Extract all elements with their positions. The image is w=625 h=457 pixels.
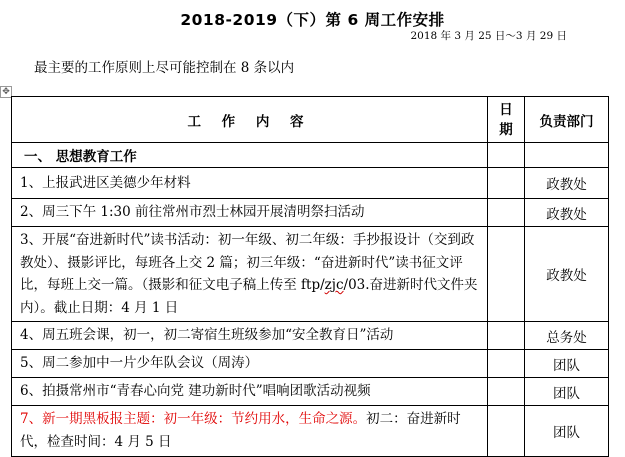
task-date	[488, 168, 525, 199]
move-handle-icon[interactable]: ✥	[0, 86, 12, 98]
section-row	[12, 143, 609, 168]
table-row	[12, 322, 609, 350]
task-text-part: /03.奋进新时代文件夹内）。截止日期：4 月 1 日	[20, 277, 478, 316]
task-text	[12, 406, 488, 457]
page-title: 2018-2019（下）第 6 周工作安排	[180, 11, 445, 29]
task-text-highlight: 7、新一期黑板报主题：初一年级：节约用水，生命之源。	[20, 411, 367, 427]
task-date	[488, 322, 525, 350]
task-dept: 团队	[525, 378, 609, 406]
task-date	[488, 199, 525, 227]
table-row	[12, 227, 609, 322]
task-dept: 政教处	[525, 168, 609, 199]
table-row	[12, 168, 609, 199]
header-date-line2: 期	[499, 121, 513, 138]
table-row	[12, 350, 609, 378]
task-text: 6、拍摄常州市“青春心向党 建功新时代”唱响团歌活动视频	[12, 378, 488, 406]
header-date	[488, 97, 525, 143]
task-text-part: 3、开展“奋进新时代”读书活动：初一年级、初二年级：手抄报设计（交到政教处）、摄影评比，每班各上交 2 篇；初三年级：“奋进新时代”读书征文评比，每班上交一篇。（摄影和征文电子稿上传至 ftp/	[20, 232, 475, 293]
header-dept: 负责部门	[525, 97, 609, 143]
task-date	[488, 406, 525, 457]
task-text: 2、周三下午 1:30 前往常州市烈士林园开展清明祭扫活动	[12, 199, 488, 227]
table-header-row	[12, 97, 609, 143]
task-date	[488, 378, 525, 406]
task-date	[488, 227, 525, 322]
task-text: 1、上报武进区美德少年材料	[12, 168, 488, 199]
task-dept: 团队	[525, 406, 609, 457]
task-date	[488, 350, 525, 378]
table-row	[12, 378, 609, 406]
header-date-line1: 日	[499, 101, 513, 118]
task-dept: 政教处	[525, 199, 609, 227]
table-row	[12, 199, 609, 227]
task-text	[12, 227, 488, 322]
date-range: 2018 年 3 月 25 日～3 月 29 日	[410, 30, 567, 42]
spellcheck-word: zjc	[324, 277, 344, 293]
task-dept: 总务处	[525, 322, 609, 350]
task-dept: 团队	[525, 350, 609, 378]
task-dept: 政教处	[525, 227, 609, 322]
work-principle-note: 最主要的工作原则上尽可能控制在 8 条以内	[34, 60, 295, 76]
header-content: 工 作 内 容	[12, 97, 488, 143]
task-text: 4、周五班会课，初一，初二寄宿生班级参加“安全教育日”活动	[12, 322, 488, 350]
table-row	[12, 406, 609, 457]
schedule-table	[11, 96, 609, 457]
section-title: 一、 思想教育工作	[12, 143, 488, 168]
table-cell-dept	[525, 143, 609, 168]
task-text-part: 初二：奋进新时代，检查时间：4 月 5 日	[20, 411, 461, 450]
task-text: 5、周二参加中一片少年队会议（周涛）	[12, 350, 488, 378]
table-cell-date	[488, 143, 525, 168]
